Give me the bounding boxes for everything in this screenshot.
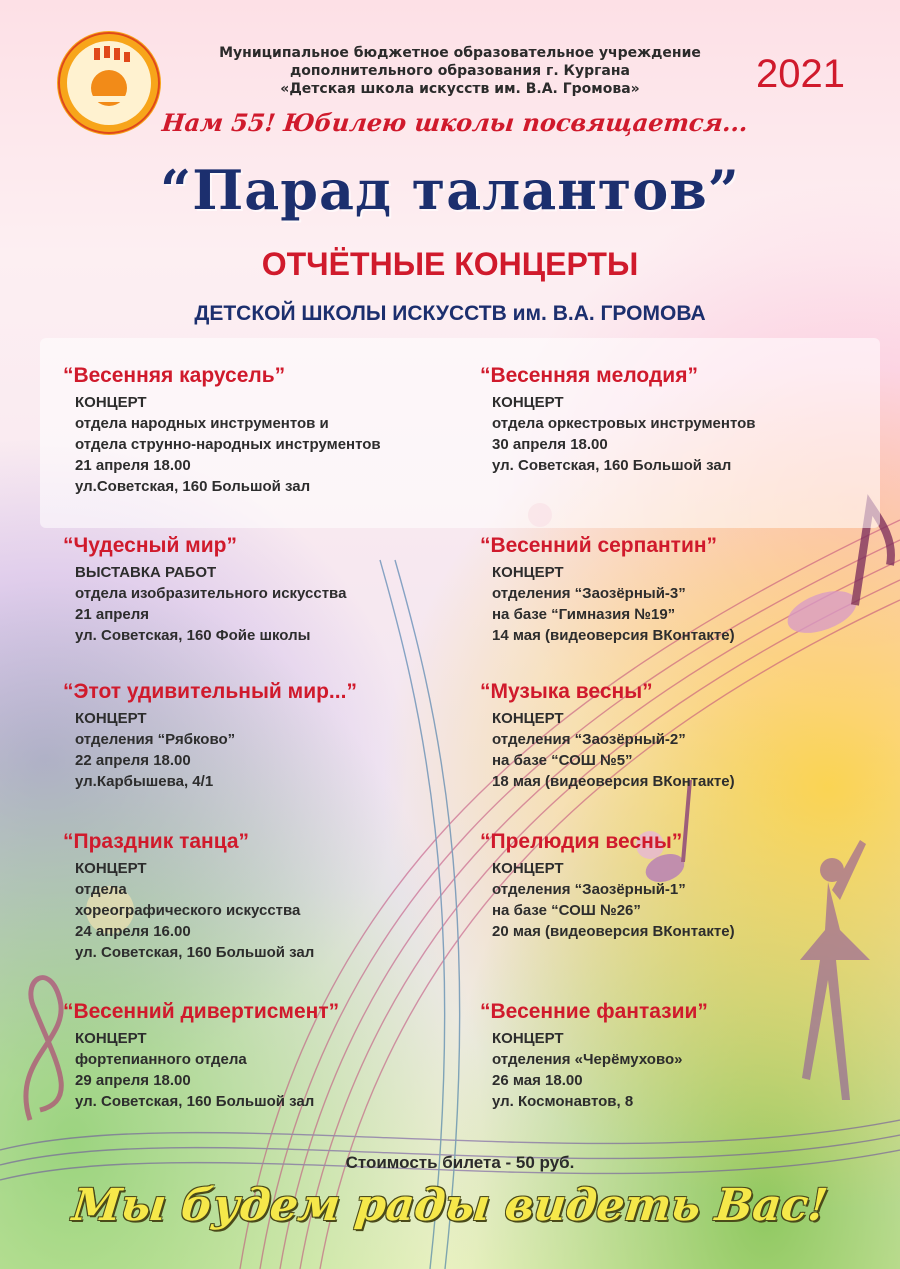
- event-line: 22 апреля 18.00: [75, 752, 191, 769]
- event-line: 26 мая 18.00: [492, 1072, 583, 1089]
- event-line: ул. Советская, 160 Большой зал: [75, 944, 315, 961]
- event-muzyka-vesny: [480, 680, 892, 792]
- event-title: “Чудесный мир”: [63, 534, 237, 557]
- event-line: отделения “Рябково”: [75, 731, 236, 748]
- event-title: “Музыка весны”: [480, 680, 653, 703]
- event-details: [75, 708, 475, 792]
- event-line: ул.Советская, 160 Большой зал: [75, 478, 311, 495]
- event-line: 21 апреля: [75, 606, 150, 623]
- event-line: отдела народных инструментов и: [75, 415, 329, 432]
- event-details: [492, 392, 892, 476]
- event-vesennyaya-karusel: [63, 364, 475, 497]
- event-title: “Этот удивительный мир...”: [63, 680, 357, 703]
- event-line: отдела струнно-народных инструментов: [75, 436, 381, 453]
- event-details: [492, 1028, 892, 1112]
- event-line: отдела изобразительного искусства: [75, 585, 347, 602]
- event-title: “Прелюдия весны”: [480, 830, 683, 853]
- event-line: КОНЦЕРТ: [75, 860, 147, 877]
- event-line: ул. Советская, 160 Большой зал: [492, 457, 732, 474]
- event-line: ул. Космонавтов, 8: [492, 1093, 634, 1110]
- event-line: отдела оркестровых инструментов: [492, 415, 756, 432]
- event-line: 29 апреля 18.00: [75, 1072, 191, 1089]
- event-line: 18 мая (видеоверсия ВКонтакте): [492, 773, 735, 790]
- event-line: КОНЦЕРТ: [492, 860, 564, 877]
- institution-name: [180, 44, 740, 98]
- event-line: КОНЦЕРТ: [75, 394, 147, 411]
- event-chudesny-mir: [63, 534, 475, 646]
- event-line: отделения “Заозёрный-1”: [492, 881, 686, 898]
- event-line: КОНЦЕРТ: [492, 564, 564, 581]
- event-vesenny-divertisment: [63, 1000, 475, 1112]
- event-details: [492, 858, 892, 942]
- institution-line: Муниципальное бюджетное образовательное учреждение: [219, 45, 701, 61]
- event-line: 20 мая (видеоверсия ВКонтакте): [492, 923, 735, 940]
- event-line: 30 апреля 18.00: [492, 436, 608, 453]
- event-details: [492, 708, 892, 792]
- event-details: [75, 858, 475, 963]
- event-line: на базе “СОШ №26”: [492, 902, 641, 919]
- event-line: 14 мая (видеоверсия ВКонтакте): [492, 627, 735, 644]
- treble-clef-icon: [26, 978, 61, 1120]
- event-line: КОНЦЕРТ: [492, 394, 564, 411]
- event-details: [75, 1028, 475, 1112]
- year: 2021: [756, 52, 845, 96]
- event-title: “Весенний дивертисмент”: [63, 1000, 340, 1023]
- event-prazdnik-tantsa: [63, 830, 475, 963]
- event-vesenny-serpantin: [480, 534, 892, 646]
- event-title: “Праздник танца”: [63, 830, 250, 853]
- anniversary-tagline: Нам 55! Юбилею школы посвящается...: [160, 108, 750, 137]
- page-subtitle: ОТЧЁТНЫЕ КОНЦЕРТЫ: [261, 246, 639, 282]
- event-vesennyaya-melodiya: [480, 364, 892, 476]
- event-title: “Весенняя карусель”: [63, 364, 286, 387]
- event-details: [75, 392, 475, 497]
- event-line: на базе “СОШ №5”: [492, 752, 633, 769]
- page-title: “Парад талантов”: [160, 158, 740, 222]
- event-title: “Весенний серпантин”: [480, 534, 718, 557]
- event-line: ВЫСТАВКА РАБОТ: [75, 564, 217, 581]
- event-line: отдела: [75, 881, 127, 898]
- institution-line: «Детская школа искусств им. В.А. Громова»: [280, 81, 640, 97]
- event-line: отделения “Заозёрный-2”: [492, 731, 686, 748]
- event-details: [75, 562, 475, 646]
- event-details: [492, 562, 892, 646]
- event-title: “Весенние фантазии”: [480, 1000, 708, 1023]
- event-line: 24 апреля 16.00: [75, 923, 191, 940]
- event-line: КОНЦЕРТ: [75, 710, 147, 727]
- event-line: КОНЦЕРТ: [492, 1030, 564, 1047]
- event-line: ул.Карбышева, 4/1: [75, 773, 214, 790]
- event-prelyudiya-vesny: [480, 830, 892, 942]
- ticket-price: Стоимость билета - 50 руб.: [345, 1153, 575, 1172]
- event-title: “Весенняя мелодия”: [480, 364, 698, 387]
- institution-line: дополнительного образования г. Кургана: [289, 63, 630, 79]
- closing-slogan: Мы будем рады видеть Вас!: [69, 1180, 831, 1231]
- event-line: отделения «Черёмухово»: [492, 1051, 683, 1068]
- event-line: отделения “Заозёрный-3”: [492, 585, 686, 602]
- event-line: 21 апреля 18.00: [75, 457, 191, 474]
- event-line: ул. Советская, 160 Большой зал: [75, 1093, 315, 1110]
- event-line: на базе “Гимназия №19”: [492, 606, 676, 623]
- event-udivitelny-mir: [63, 680, 475, 792]
- event-line: ул. Советская, 160 Фойе школы: [75, 627, 311, 644]
- event-line: КОНЦЕРТ: [75, 1030, 147, 1047]
- event-line: фортепианного отдела: [75, 1051, 247, 1068]
- event-line: хореографического искусства: [75, 902, 301, 919]
- event-line: КОНЦЕРТ: [492, 710, 564, 727]
- school-name-line: ДЕТСКОЙ ШКОЛЫ ИСКУССТВ им. В.А. ГРОМОВА: [194, 302, 706, 325]
- event-vesennie-fantazii: [480, 1000, 892, 1112]
